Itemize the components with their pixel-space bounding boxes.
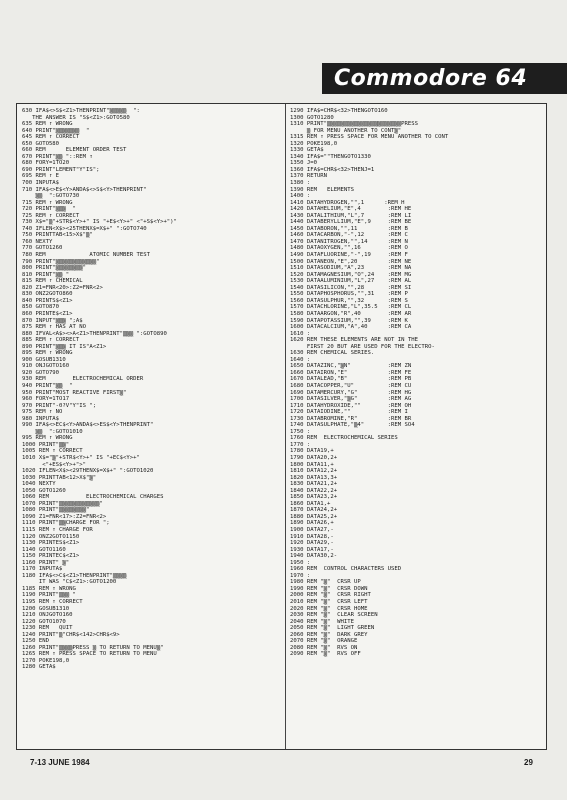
code-line: 1030 PRINTTAB<12>X$"▒" <box>22 474 97 481</box>
code-line: 1620 REM THESE ELEMENTS ARE NOT IN THE <box>290 337 418 344</box>
code-line: 670 PRINT"▒▒ "::REM ↑ <box>22 153 93 160</box>
code-line: 1700 DATASILVER,"▒G" :REM AG <box>290 396 412 403</box>
code-line: 1780 DATA19,+ <box>290 448 334 455</box>
listing-column-left <box>22 108 282 746</box>
code-line: 2080 REM "▒" RVS ON <box>290 644 358 651</box>
code-line: 1970 : <box>290 572 311 579</box>
code-line: 650 GOTO580 <box>22 140 60 147</box>
code-line: 1770 : <box>290 441 311 448</box>
code-line: 980 INPUTA$ <box>22 415 60 422</box>
code-line: 1570 DATACHLORINE,"L",35.5 :REM CL <box>290 304 412 311</box>
code-line: 1680 DATACOPPER,"U" :REM CU <box>290 382 412 389</box>
code-line: 950 PRINT"MOST REACTIVE FIRST▒" <box>22 389 127 396</box>
code-line: 900 GOSUB1310 <box>22 356 66 363</box>
code-line: 870 INPUT"▒▒▒ ";A$ <box>22 317 83 324</box>
code-line: 1390 REM ELEMENTS <box>290 186 354 193</box>
code-line: 920 GOTO790 <box>22 369 60 376</box>
code-line: 1790 DATA20,2+ <box>290 454 338 461</box>
code-line: 1860 DATA1,+ <box>290 500 331 507</box>
code-line: 1630 REM CHEMICAL SERIES. <box>290 350 375 357</box>
code-line: 715 REM ↑ WRONG <box>22 199 73 206</box>
code-line: 1315 REM ↑ PRESS SPACE FOR MENU ANOTHER TO CONT <box>290 134 449 141</box>
code-line: 790 PRINT"▒▒▒▒▒▒▒▒▒▒▒▒" <box>22 258 100 265</box>
code-line: 1540 DATASILICON,"",28 :REM SI <box>290 284 412 291</box>
issue-date: 7-13 JUNE 1984 <box>30 758 90 767</box>
code-line: 720 PRINT"▒▒▒ " <box>22 206 76 213</box>
code-line: 1350 J=0 <box>290 160 317 167</box>
code-line: 1950 : <box>290 559 311 566</box>
code-line: 1120 ONZ2GOTO1150 <box>22 533 80 540</box>
code-line: 1340 IFA$=""THENGOTO1330 <box>290 153 371 160</box>
code-line: 630 IFA$<>S$<Z1>THENPRINT"▒▒▒▒▒ ": <box>22 108 144 114</box>
code-line: 1220 GOTO1070 <box>22 618 66 625</box>
code-line: 1560 DATASULPHUR,"",32 :REM S <box>290 297 408 304</box>
code-line: 1170 INPUTA$ <box>22 566 63 573</box>
code-line: 1330 GETA$ <box>290 147 324 154</box>
code-line: 1290 IFA$=CHR$<32>THENGOTO160 <box>290 108 388 114</box>
code-line: 1580 DATAARGON,"R",40 :REM AR <box>290 310 412 317</box>
code-line: 1115 REM ↑ CHARGE FOR <box>22 527 93 533</box>
code-line: 1820 DATA13,3+ <box>290 474 338 481</box>
code-line: 690 PRINT"LEMENT"Y"IS"; <box>22 166 100 173</box>
code-line: 1090 Z1=FNR<17>:Z2=FNR<2> <box>22 513 107 520</box>
code-line: 1870 DATA24,2+ <box>290 507 338 514</box>
code-line: 1005 REM ↑ CORRECT <box>22 448 83 455</box>
code-line: 1360 IFA$=CHR$<32>THENJ=1 <box>290 166 375 173</box>
code-line: 1880 DATA25,2+ <box>290 513 338 520</box>
code-line: 750 PRINTTAB<15>X$"▒" <box>22 232 93 239</box>
code-line: 1195 REM ↑ CORRECT <box>22 599 83 606</box>
code-line: 1890 DATA26,+ <box>290 520 334 527</box>
code-line: 730 X$="▒"+STR$<Y>+" IS "+E$<Y>+" <"+S$<Y>+")" <box>22 219 177 226</box>
code-line: 880 IFVAL<A$><>A<Z1>THENPRINT"▒▒▒ ":GOTO890 <box>22 330 167 337</box>
code-line: 2050 REM "▒" LIGHT GREEN <box>290 625 375 632</box>
code-line: 1650 DATAZINC,"▒N" :REM ZN <box>290 363 412 370</box>
code-line: 710 IFA$<>E$<Y>ANDA$<>S$<Y>THENPRINT" <box>22 186 147 193</box>
code-line: 1550 DATAPHOSPHORUS,"",31 :REM P <box>290 291 408 298</box>
code-line: 1750 : <box>290 428 311 435</box>
code-line: 1490 DATAFLUORINE,"-",19 :REM F <box>290 252 408 259</box>
code-line: 810 PRINT"▒▒ " <box>22 271 70 278</box>
code-line: 1420 DATAHELIUM,"E",4 :REM HE <box>290 206 412 213</box>
code-line: 1185 REM ↑ WRONG <box>22 585 76 592</box>
code-line: 1730 DATABROMINE,"R" :REM BR <box>290 415 412 422</box>
code-line: 2060 REM "▒" DARK GREY <box>290 631 368 638</box>
code-line: 1190 PRINT"▒▒▒ " <box>22 592 76 599</box>
code-line: 1130 PRINTES$<Z1> <box>22 540 80 547</box>
page-number: 29 <box>524 758 533 767</box>
code-line: 940 PRINT"▒▒ " <box>22 382 73 389</box>
code-line: 890 PRINT"▒▒▒ IT IS"A<Z1> <box>22 343 107 350</box>
code-line: 1000 PRINT"▒▒" <box>22 441 70 448</box>
code-line: 1980 REM "▒" CRSR UP <box>290 579 361 586</box>
code-line: 2010 REM "▒" CRSR LEFT <box>290 599 368 606</box>
code-line: 1410 DATAHYDROGEN,"",1 :REM H <box>290 199 405 206</box>
code-line: 2030 REM "▒" CLEAR SCREEN <box>290 612 378 619</box>
code-line: 2090 REM "▒" RVS OFF <box>290 651 361 658</box>
code-line: 815 REM ↑ CHEMICAL <box>22 278 83 285</box>
code-line: 1070 PRINT"▒▒▒▒▒▒▒▒▒▒▒▒" <box>22 500 103 507</box>
code-line: 680 FORY=1TO20 <box>22 160 70 167</box>
code-line: 660 REM ELEMENT ORDER TEST <box>22 147 127 154</box>
code-line: 1510 DATASODIUM,"A",23 :REM NA <box>290 265 412 272</box>
code-line: IT WAS "C$<Z1>:GOTO1200 <box>22 579 117 586</box>
code-line: 850 GOTO870 <box>22 304 60 311</box>
code-line: 1440 DATABERYLLIUM,"E",9 :REM BE <box>290 219 412 226</box>
code-line: 1060 REM ELECTROCHEMICAL CHARGES <box>22 494 164 501</box>
code-line: 840 PRINTS$<Z1> <box>22 297 73 304</box>
code-line: 2070 REM "▒" ORANGE <box>290 638 358 645</box>
code-line: 695 REM ↑ E <box>22 173 60 180</box>
code-line: 1180 IFA$<>C$<Z1>THENPRINT"▒▒▒▒ <box>22 572 134 579</box>
code-line: 1160 PRINT" ▒" <box>22 559 70 566</box>
code-line: 1430 DATALITHIUM,"L",7 :REM LI <box>290 212 412 219</box>
code-line: 895 REM ↑ WRONG <box>22 350 73 357</box>
code-line: 1640 : <box>290 356 311 363</box>
code-line: 1800 DATA11,+ <box>290 461 334 468</box>
code-line: 1840 DATA22,2+ <box>290 487 338 494</box>
code-line: ▒▒ ":GOTO730 <box>22 193 80 200</box>
code-line: 645 REM ↑ CORRECT <box>22 134 80 141</box>
code-line: THE ANSWER IS "S$<Z1>:GOTO580 <box>22 114 130 121</box>
code-line: 1010 X$="▒"+STR$<Y>+" IS "+EC$<Y>+" <box>22 454 140 461</box>
code-line: 1760 REM ELECTROCHEMICAL SERIES <box>290 435 398 442</box>
code-line: 1810 DATA12,2+ <box>290 468 338 475</box>
code-line: 1280 GETA$ <box>22 664 56 671</box>
code-line: 1400 : <box>290 193 311 200</box>
code-line: 1920 DATA29,- <box>290 540 334 547</box>
code-line: 1320 POKE198,0 <box>290 140 338 147</box>
code-line: 2040 REM "▒" WHITE <box>290 618 354 625</box>
code-line: <"+ES$<Y>+">" <box>22 461 86 468</box>
code-line: 1210 ONJGOTO160 <box>22 612 73 619</box>
code-line: 1720 DATAIODINE,"" :REM I <box>290 409 408 416</box>
code-line: 1900 DATA27,- <box>290 527 334 533</box>
code-line: 1940 DATA30,2- <box>290 553 338 560</box>
code-line: 1080 PRINT"▒▒▒▒▒▒▒▒" <box>22 507 90 514</box>
code-line: 1480 DATAOXYGEN,"",16 :REM O <box>290 245 408 252</box>
code-line: ▒▒ ":GOTO1010 <box>22 428 83 435</box>
listing-column-right <box>290 108 544 746</box>
code-line: 1460 DATACARBON,"-",12 :REM C <box>290 232 408 239</box>
code-line: 875 REM ↑ HAS AT NO <box>22 324 86 331</box>
code-line: 1150 PRINTEC$<Z1> <box>22 553 80 560</box>
code-line: 1690 DATAMERCURY,"G" :REM HG <box>290 389 412 396</box>
code-line: 760 NEXTY <box>22 238 53 245</box>
code-line: FIRST 20 BUT ARE USED FOR THE ELECTRO- <box>290 343 435 350</box>
code-line: 1370 RETURN <box>290 173 328 180</box>
code-line: 1610 : <box>290 330 311 337</box>
code-line: 1380 : <box>290 180 311 187</box>
code-line: 1300 GOTO1280 <box>290 114 334 121</box>
code-line: 1710 DATAHYDROXIDE,"" :REM OH <box>290 402 412 409</box>
code-line: 1990 REM "▒" CRSR DOWN <box>290 585 368 592</box>
code-line: 1450 DATABORON,"",11 :REM B <box>290 225 408 232</box>
code-line: 1040 NEXTY <box>22 481 56 488</box>
code-line: 800 PRINT"▒▒▒▒▒▒▒▒" <box>22 265 86 272</box>
code-line: 1910 DATA28,- <box>290 533 334 540</box>
column-divider <box>285 104 286 749</box>
code-line: 1140 GOTO1160 <box>22 546 66 553</box>
code-line: 1930 DATA17,- <box>290 546 334 553</box>
code-line: 970 PRINT"-0?V"Y"IS "; <box>22 402 97 409</box>
code-line: 725 REM ↑ CORRECT <box>22 212 80 219</box>
code-line: 1470 DATANITROGEN,"",14 :REM N <box>290 238 408 245</box>
code-line: 910 ONJGOTO160 <box>22 363 70 370</box>
code-line: 740 IFLEN<X$><25THENX$=X$+" ":GOTO740 <box>22 225 147 232</box>
code-line: 1850 DATA23,2+ <box>290 494 338 501</box>
code-line: 1050 GOTO1260 <box>22 487 66 494</box>
code-line: 640 PRINT"▒▒▒▒▒▒▒ " <box>22 127 90 134</box>
code-line: 1110 PRINT"▒▒CHARGE FOR "; <box>22 520 110 527</box>
code-line: 1520 DATAMAGNESIUM,"O",24 :REM MG <box>290 271 412 278</box>
code-line: 1260 PRINT"▒▒▒▒PRESS ▒ TO RETURN TO MENU▒" <box>22 644 164 651</box>
code-line: 860 PRINTE$<Z1> <box>22 310 73 317</box>
code-line: 1200 GOSUB1310 <box>22 605 70 612</box>
code-line: 995 REM ↑ WRONG <box>22 435 73 442</box>
code-line: 1670 DATALEAD,"B" :REM PB <box>290 376 412 383</box>
code-line: 820 Z1=FNR<20>:Z2=FNR<2> <box>22 284 103 291</box>
code-line: 2000 REM "▒" CRSR RIGHT <box>290 592 371 599</box>
code-line: 1310 PRINT"▒▒▒▒▒▒▒▒▒▒▒▒▒▒▒▒▒▒▒▒▒▒PRESS <box>290 121 418 128</box>
code-line: 780 REM ATOMIC NUMBER TEST <box>22 252 150 259</box>
code-line: 1230 REM QUIT <box>22 625 73 632</box>
code-line: 1250 END <box>22 638 49 645</box>
code-line: 830 ONZ2GOTO860 <box>22 291 73 298</box>
code-line: 770 GOTO1260 <box>22 245 63 252</box>
code-line: 1830 DATA21,2+ <box>290 481 338 488</box>
code-line: 2020 REM "▒" CRSR HOME <box>290 605 368 612</box>
code-line: 1660 DATAIRON,"E" :REM FE <box>290 369 412 376</box>
code-line: 1530 DATAALUMINIUM,"L",27 :REM AL <box>290 278 412 285</box>
code-line: 1500 DATANEON,"E",20 :REM NE <box>290 258 412 265</box>
code-line: 700 INPUTA$ <box>22 180 60 187</box>
code-line: 885 REM ↑ CORRECT <box>22 337 80 344</box>
code-line: 1600 DATACALCIUM,"A",40 :REM CA <box>290 324 412 331</box>
code-line: 1020 IFLEN<X$><29THENX$=X$+" ":GOTO1020 <box>22 468 154 475</box>
code-line: 960 FORY=1TO17 <box>22 396 70 403</box>
code-line: 1270 POKE198,0 <box>22 657 70 664</box>
code-line: 1265 REM ↑ PRESS SPACE TO RETURN TO MENU <box>22 651 157 658</box>
magazine-section-banner: Commodore 64 <box>322 63 567 94</box>
code-line: 990 IFA$<>EC$<Y>ANDA$<>ES$<Y>THENPRINT" <box>22 422 154 429</box>
code-line: 1590 DATAPOTASSIUM,"",39 :REM K <box>290 317 408 324</box>
code-line: 930 REM ELECTROCHEMICAL ORDER <box>22 376 144 383</box>
code-line: 635 REM ↑ WRONG <box>22 121 73 128</box>
code-line: 1960 REM CONTROL CHARACTERS USED <box>290 566 402 573</box>
code-line: ▒ FOR MENU ANOTHER TO CONT▒" <box>290 127 402 134</box>
code-line: 1740 DATASULPHATE,"▒4" :REM SO4 <box>290 422 415 429</box>
code-line: 975 REM ↑ NO <box>22 409 63 416</box>
code-line: 1240 PRINT"▒"CHR$<142>CHR$<9> <box>22 631 120 638</box>
